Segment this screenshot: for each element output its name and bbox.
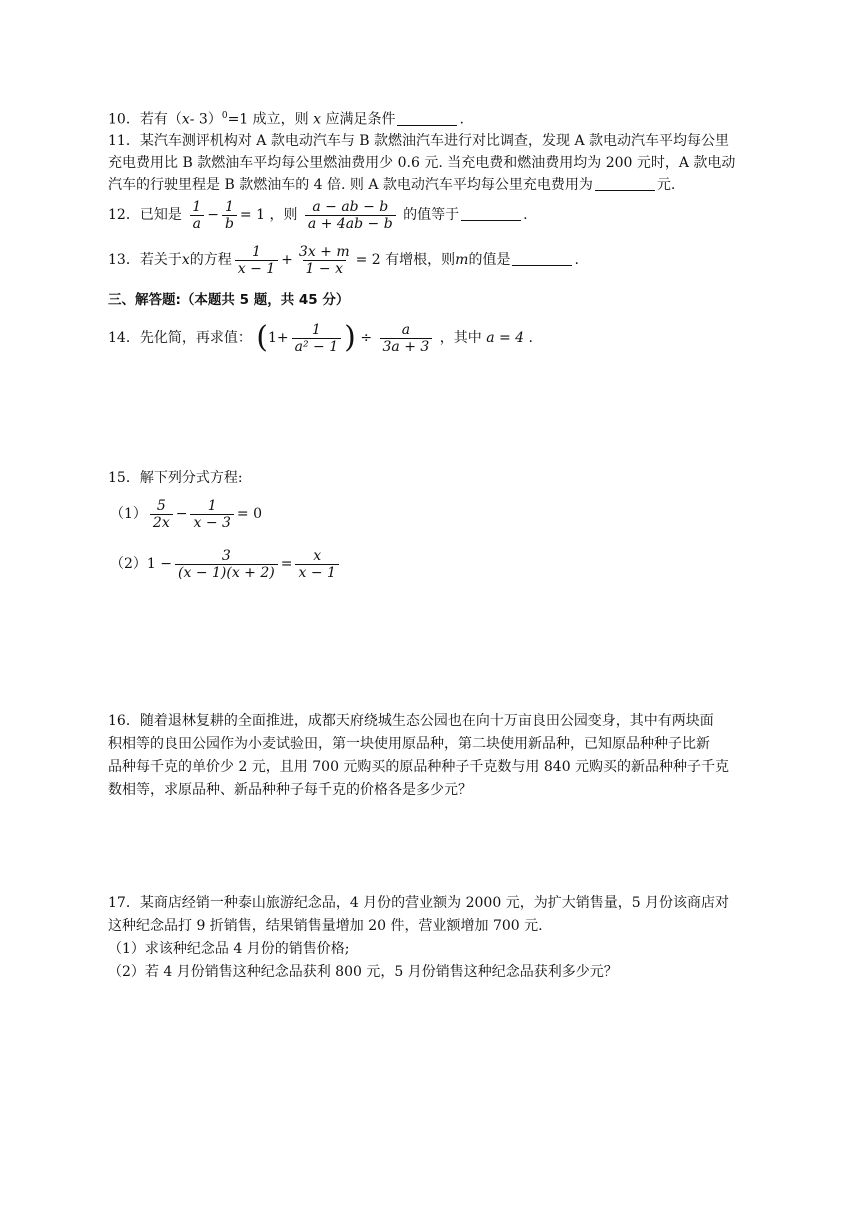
answer-blank[interactable] (461, 206, 521, 221)
operator: = (280, 556, 293, 572)
question-10 (108, 106, 464, 130)
q10-text: - 3） (189, 111, 222, 128)
fraction (175, 548, 278, 581)
operator: = 1 (239, 207, 265, 223)
operator: − (175, 506, 188, 522)
numerator: 1 (224, 198, 234, 215)
denominator: b (222, 215, 237, 232)
q11-line-2: 充电费用比 B 款燃油车平均每公里燃油费用少 0.6 元. 当充电费和燃油费用均为 200 元时，A 款电动 (108, 155, 736, 171)
q14-end: . (528, 330, 533, 346)
denominator: a² − 1 (292, 338, 342, 355)
question-13 (108, 242, 579, 278)
part-tag: （2） (110, 556, 147, 572)
q13-text: 有增根，则 (385, 252, 456, 268)
denominator: (x − 1)(x + 2) (175, 564, 278, 581)
operator: = 2 (355, 252, 381, 268)
denominator: x − 1 (235, 260, 278, 277)
q15-term: 1 − (146, 556, 173, 572)
q10-text: =1 成立，则 (227, 111, 314, 128)
operator: + (281, 252, 293, 268)
right-paren: ) (344, 320, 356, 355)
q10-exponent: 0 (221, 111, 228, 121)
fraction (222, 199, 237, 232)
denominator: x − 1 (295, 564, 338, 581)
q14-term: 1+ (268, 330, 289, 346)
q16-line-1: 16．随着退林复耕的全面推进，成都天府绕城生态公园也在向十万亩良田公园变身，其中有两块面 (108, 713, 714, 729)
operator: ÷ (360, 330, 373, 346)
q12-text: 的值等于 (403, 207, 460, 223)
numerator: 1 (207, 497, 217, 514)
question-11-line-3 (108, 175, 675, 195)
q11-line-3: 汽车的行驶里程是 B 款燃油车的 4 倍. 则 A 款电动汽车平均每公里充电费用为 (108, 177, 593, 193)
numerator: a (401, 321, 411, 338)
fraction (296, 244, 353, 277)
q16-line-2: 积相等的良田公园作为小麦试验田，第一块使用原品种，第二块使用新品种，已知原品种种子比新 (108, 736, 710, 752)
numerator: 3 (221, 547, 231, 564)
q11-end: 元. (656, 177, 676, 193)
q14-label: 14．先化简，再求值： (108, 330, 252, 346)
answer-blank[interactable] (595, 176, 655, 191)
q12-label: 12．已知是 (108, 207, 182, 223)
q16-line-4: 数相等，求原品种、新品种种子每千克的价格各是多少元？ (108, 782, 472, 798)
q13-var: m (455, 252, 469, 268)
denominator: a + 4ab − b (305, 215, 396, 232)
q16-line-3: 品种每千克的单价少 2 元，且用 700 元购买的原品种种子千克数与用 840 元购买的新品种种子千克 (108, 759, 730, 775)
question-14 (108, 316, 533, 360)
denominator: a (190, 215, 204, 232)
part-tag: （1） (110, 506, 147, 522)
denominator: x − 3 (190, 514, 233, 531)
fraction (190, 498, 233, 531)
denominator: 3a + 3 (380, 338, 433, 355)
q14-text: ，其中 (439, 330, 482, 346)
operator: − (207, 207, 219, 223)
q10-var: x (313, 111, 322, 128)
numerator: 1 (192, 198, 202, 215)
q10-text: 10．若有（ (108, 111, 182, 128)
q13-text: 的方程 (189, 252, 232, 268)
fraction (295, 548, 338, 581)
fraction (189, 199, 204, 232)
q17-line-2: 这种纪念品打 9 折销售，结果销售量增加 20 件，营业额增加 700 元. (108, 918, 543, 934)
fraction (305, 199, 396, 232)
q15-label: 15．解下列分式方程: (108, 470, 243, 486)
q17-line-1: 17．某商店经销一种泰山旅游纪念品，4 月份的营业额为 2000 元，为扩大销售量，5 月份该商店对 (108, 895, 730, 911)
numerator: a − ab − b (312, 198, 389, 215)
fraction (380, 322, 433, 355)
answer-blank[interactable] (397, 111, 457, 126)
denominator: 1 − x (303, 260, 346, 277)
q13-label: 13．若关于 (108, 252, 182, 268)
numerator: x (313, 547, 322, 564)
q13-end: . (574, 252, 579, 268)
numerator: 3x + m (298, 243, 350, 260)
numerator: 1 (311, 321, 321, 338)
section-heading: 三、解答题:（本题共 5 题，共 45 分） (108, 292, 350, 308)
q17-line-4: （2）若 4 月份销售这种纪念品获利 800 元，5 月份销售这种纪念品获利多少元？ (108, 964, 618, 980)
operator: = 0 (236, 506, 262, 522)
numerator: 5 (156, 497, 166, 514)
q14-condition: a = 4 (486, 330, 525, 346)
question-15-part-1 (110, 494, 262, 534)
numerator: 1 (251, 243, 261, 260)
q12-text: ，则 (269, 207, 298, 223)
q10-text: 应满足条件 (321, 111, 396, 128)
fraction (235, 244, 278, 277)
fraction (150, 498, 173, 531)
question-12 (108, 197, 528, 233)
q12-end: . (523, 207, 528, 223)
q13-var: x (181, 252, 190, 268)
fraction (292, 322, 342, 355)
q17-line-3: （1）求该种纪念品 4 月份的销售价格; (108, 941, 350, 957)
question-15-part-2 (110, 544, 342, 584)
denominator: 2x (150, 514, 173, 531)
q13-text: 的值是 (468, 252, 511, 268)
q10-end: . (459, 111, 464, 128)
q10-var: x (181, 111, 190, 128)
q11-line-1: 11．某汽车测评机构对 A 款电动汽车与 B 款燃油汽车进行对比调查，发现 A 款电动汽车平均每公里 (108, 133, 730, 149)
left-paren: ( (256, 320, 268, 355)
answer-blank[interactable] (512, 251, 572, 266)
